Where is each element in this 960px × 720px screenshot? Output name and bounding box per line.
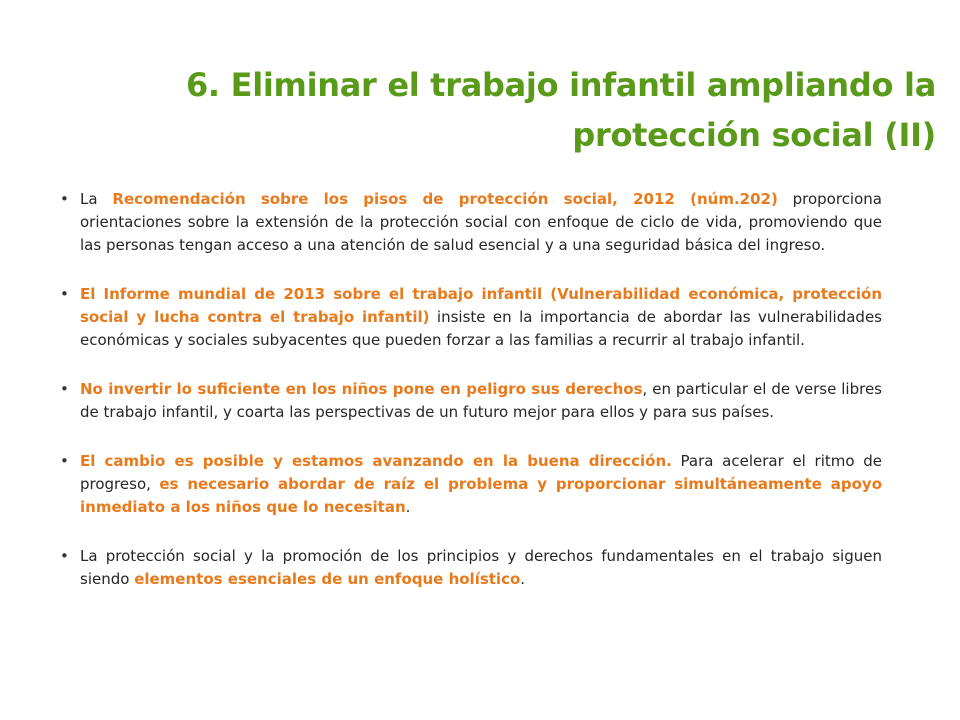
bullet-highlight: Recomendación sobre los pisos de protección social, 2012 (núm.202) <box>112 190 778 208</box>
bullet-item-cambio-posible <box>60 450 882 519</box>
bullet-text: La <box>80 190 113 208</box>
bullet-highlight: El Informe mundial de 2013 sobre el trabajo infantil (Vulnerabilidad económica, protección social y lucha contra el trabajo infantil) <box>80 285 882 326</box>
bullet-item-recomendacion <box>60 188 882 257</box>
bullet-text: insiste en la importancia de abordar las vulnerabilidades económicas y sociales subyacentes que pueden forzar a las familias a recurrir al trabajo infantil. <box>80 308 882 349</box>
bullet-text: Para acelerar el ritmo de progreso, <box>80 452 882 493</box>
bullet-text: proporciona orientaciones sobre la extensión de la protección social con enfoque de ciclo de vida, promoviendo que las personas tengan acceso a una atención de salud esencial y a una seguridad básica del ingreso. <box>80 190 882 254</box>
bullet-highlight: elementos esenciales de un enfoque holístico <box>134 570 521 588</box>
bullet-highlight: No invertir lo suficiente en los niños pone en peligro sus derechos <box>80 380 643 398</box>
bullet-text: . <box>520 570 526 588</box>
bullet-list <box>60 188 882 617</box>
bullet-item-informe-mundial <box>60 283 882 352</box>
bullet-text: . <box>405 498 411 516</box>
bullet-highlight: es necesario abordar de raíz el problema y proporcionar simultáneamente apoyo inmediato a los niños que lo necesitan <box>80 475 883 516</box>
bullet-text: La protección social y la promoción de los principios y derechos fundamentales en el trabajo siguen siendo <box>80 547 882 588</box>
bullet-text: , en particular el de verse libres de trabajo infantil, y coarta las perspectivas de un futuro mejor para ellos y para sus países. <box>80 380 882 421</box>
bullet-item-proteccion-social <box>60 545 882 591</box>
bullet-highlight: El cambio es posible y estamos avanzando en la buena dirección. <box>80 452 672 470</box>
slide-title: 6. Eliminar el trabajo infantil ampliando la protección social (II) <box>185 66 936 154</box>
bullet-item-invertir-ninos <box>60 378 882 424</box>
